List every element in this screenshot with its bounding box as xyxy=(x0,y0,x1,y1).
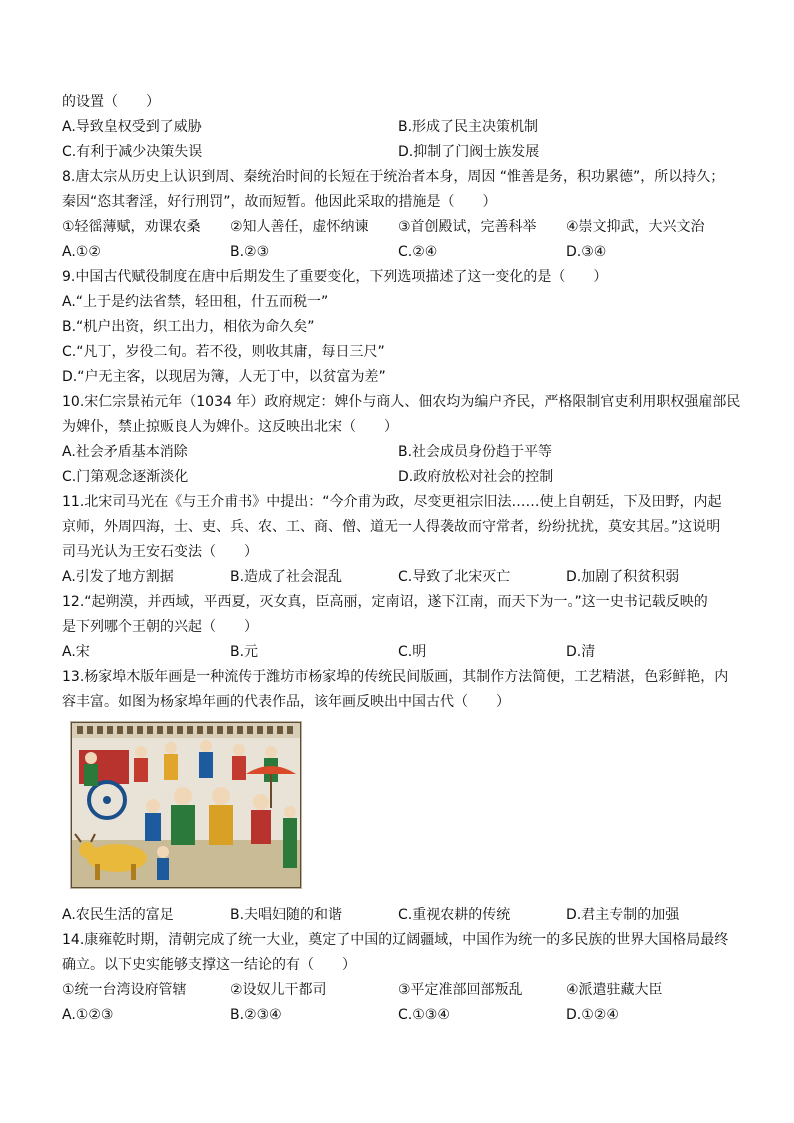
q8-items xyxy=(62,215,742,240)
q11-stem-line3: 司马光认为王安石变法（ ） xyxy=(62,544,258,560)
q8-options xyxy=(62,240,742,265)
q11-option-c[interactable]: C.导致了北宋灭亡 xyxy=(398,569,511,585)
q8-stem-line2: 秦因“恣其奢淫，好行刑罚”，故而短暂。他因此采取的措施是（ ） xyxy=(62,194,497,210)
q14-item-1: ①统一台湾设府管辖 xyxy=(62,982,187,998)
q9-option-b[interactable]: B.“机户出资，织工出力，相依为命久矣” xyxy=(62,319,315,335)
q14-item-3: ③平定准部回部叛乱 xyxy=(398,982,523,998)
q9-stem: 9.中国古代赋役制度在唐中后期发生了重要变化，下列选项描述了这一变化的是（ ） xyxy=(62,269,608,285)
q11-options xyxy=(62,565,742,590)
q8-item-2: ②知人善任，虚怀纳谏 xyxy=(230,219,369,235)
q10-option-b[interactable]: B.社会成员身份趋于平等 xyxy=(398,444,553,460)
q10-option-a[interactable]: A.社会矛盾基本消除 xyxy=(62,444,188,460)
new-year-painting-image xyxy=(70,721,302,889)
q14-option-a[interactable]: A.①②③ xyxy=(62,1007,114,1023)
q14-stem-line1: 14.康雍乾时期，清朝完成了统一大业，奠定了中国的辽阔疆域，中国作为统一的多民族的世界大国格局最终 xyxy=(62,932,729,948)
q13-stem-line2: 容丰富。如图为杨家埠年画的代表作品，该年画反映出中国古代（ ） xyxy=(62,694,510,710)
q8-option-c[interactable]: C.②④ xyxy=(398,244,438,260)
new-year-painting-illustration xyxy=(71,722,301,888)
q11-option-b[interactable]: B.造成了社会混乱 xyxy=(230,569,343,585)
q8-option-d[interactable]: D.③④ xyxy=(566,244,607,260)
q13-stem-line1: 13.杨家埠木版年画是一种流传于潍坊市杨家埠的传统民间版画，其制作方法简便，工艺精湛，色彩鲜艳，内 xyxy=(62,669,729,685)
q14-option-d[interactable]: D.①②④ xyxy=(566,1007,619,1023)
q10-stem-line1: 10.宋仁宗景祐元年（1034 年）政府规定：婢仆与商人、佃农均为编户齐民，严格限制官吏利用职权强雇部民 xyxy=(62,394,741,410)
q10-option-c[interactable]: C.门第观念逐渐淡化 xyxy=(62,469,189,485)
q12-option-c[interactable]: C.明 xyxy=(398,644,427,660)
q8-item-4: ④崇文抑武，大兴文治 xyxy=(566,219,705,235)
q13-option-c[interactable]: C.重视农耕的传统 xyxy=(398,907,511,923)
q7-option-c[interactable]: C.有利于减少决策失误 xyxy=(62,144,203,160)
q11-stem-line2: 京师，外周四海，士、吏、兵、农、工、商、僧、道无一人得袭故而守常者，纷纷扰扰，莫安其居。”这说明 xyxy=(62,519,721,535)
q7-option-a[interactable]: A.导致皇权受到了威胁 xyxy=(62,119,202,135)
q8-option-a[interactable]: A.①② xyxy=(62,244,101,260)
q14-items xyxy=(62,978,742,1003)
q11-option-a[interactable]: A.引发了地方割据 xyxy=(62,569,174,585)
exam-page xyxy=(62,90,742,1028)
q12-options xyxy=(62,640,742,665)
q14-option-b[interactable]: B.②③④ xyxy=(230,1007,282,1023)
q8-item-1: ①轻徭薄赋，劝课农桑 xyxy=(62,219,201,235)
q7-options-row2 xyxy=(62,140,742,165)
q12-option-a[interactable]: A.宋 xyxy=(62,644,90,660)
q13-option-d[interactable]: D.君主专制的加强 xyxy=(566,907,680,923)
q10-options-row1 xyxy=(62,440,742,465)
q10-stem-line2: 为婢仆，禁止掠贩良人为婢仆。这反映出北宋（ ） xyxy=(62,419,398,435)
q11-stem-line1: 11.北宋司马光在《与王介甫书》中提出：“今介甫为政，尽变更祖宗旧法……使上自朝廷，下及田野，内起 xyxy=(62,494,722,510)
q7-option-b[interactable]: B.形成了民主决策机制 xyxy=(398,119,539,135)
q12-stem-line2: 是下列哪个王朝的兴起（ ） xyxy=(62,619,258,635)
q14-stem-line2: 确立。以下史实能够支撑这一结论的有（ ） xyxy=(62,957,356,973)
q8-option-b[interactable]: B.②③ xyxy=(230,244,270,260)
q7-stem-tail: 的设置（ ） xyxy=(62,94,160,110)
q10-option-d[interactable]: D.政府放松对社会的控制 xyxy=(398,469,554,485)
q9-option-a[interactable]: A.“上于是约法省禁，轻田租，什五而税一” xyxy=(62,294,329,310)
q14-options xyxy=(62,1003,742,1028)
q8-stem-line1: 8.唐太宗从历史上认识到周、秦统治时间的长短在于统治者本身，周因 “惟善是务，积功累德”，所以持久； xyxy=(62,169,725,185)
q14-item-4: ④派遣驻藏大臣 xyxy=(566,982,663,998)
q14-option-c[interactable]: C.①③④ xyxy=(398,1007,450,1023)
q13-options xyxy=(62,903,742,928)
q13-option-a[interactable]: A.农民生活的富足 xyxy=(62,907,174,923)
q10-options-row2 xyxy=(62,465,742,490)
q8-item-3: ③首创殿试，完善科举 xyxy=(398,219,537,235)
q12-option-d[interactable]: D.清 xyxy=(566,644,596,660)
q14-item-2: ②设奴儿干都司 xyxy=(230,982,327,998)
q9-option-d[interactable]: D.“户无主客，以现居为簿，人无丁中，以贫富为差” xyxy=(62,369,386,385)
q9-option-c[interactable]: C.“凡丁，岁役二旬。若不役，则收其庸，每日三尺” xyxy=(62,344,385,360)
q12-stem-line1: 12.“起朔漠，并西域，平西夏，灭女真，臣高丽，定南诏，遂下江南，而天下为一。”这一史书记载反映的 xyxy=(62,594,708,610)
q12-option-b[interactable]: B.元 xyxy=(230,644,259,660)
q7-option-d[interactable]: D.抑制了门阀士族发展 xyxy=(398,144,540,160)
q7-options-row1 xyxy=(62,115,742,140)
q13-option-b[interactable]: B.夫唱妇随的和谐 xyxy=(230,907,343,923)
q11-option-d[interactable]: D.加剧了积贫积弱 xyxy=(566,569,680,585)
